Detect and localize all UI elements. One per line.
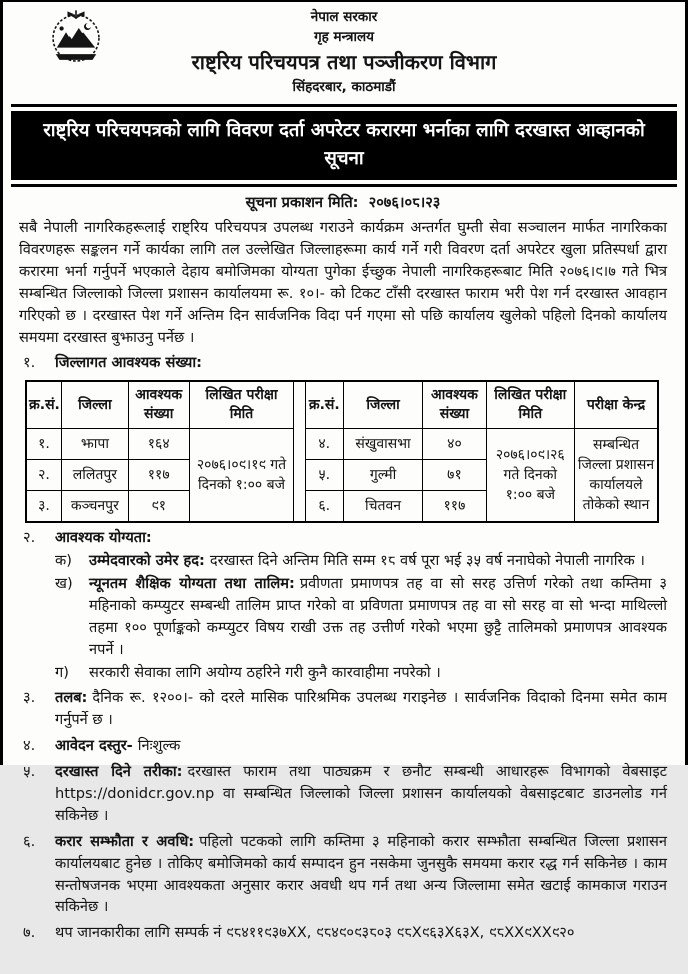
section-salary (19, 687, 667, 731)
item-letter: ग) (55, 663, 69, 681)
department-name: राष्ट्रिय परिचयपत्र तथा पञ्जीकरण विभाग (191, 49, 497, 74)
sn-cell: ६. (305, 491, 343, 523)
district-requirements-table-wrap (25, 380, 667, 523)
item-label: न्यूनतम शैक्षिक योग्यता तथा तालिम: (89, 574, 295, 592)
exam-date-right-cell: २०७६।०९।२६ गते दिनको १:०० बजे (486, 429, 574, 523)
section-label: आवेदन दस्तुर- (55, 737, 133, 755)
section-number: ५. (23, 763, 36, 781)
table-row (26, 429, 658, 460)
item-text: प्रवीणता प्रमाणपत्र तह वा सो सरह उत्तिर्ण गरेको तथा कम्तिमा ३ महिनाको कम्प्युटर सम्बन्धी तालिम प्राप्त गरेको वा प्रविणता प्रमाणपत्र तह वा सो सरह वा सो भन्दा माथिल्लो तहमा १०० पूर्णाङ्कको कम्प्युटर विषय राखी उक्त तह उत्तीर्ण गरेको भएमा छुट्टै तालिमको प्रमाणपत्र आवश्यक नपर्ने । (89, 574, 668, 658)
district-cell: चितवन (343, 491, 423, 523)
publication-date-line (19, 192, 667, 214)
qualification-item-education (55, 573, 667, 661)
sn-cell: २. (26, 460, 61, 491)
section-label: तलब: (55, 689, 88, 707)
col-exam-center: परीक्षा केन्द्र (575, 381, 658, 428)
section-label: आवश्यक योग्यता: (55, 529, 152, 547)
col-exam-date-left: लिखित परीक्षा मिति (189, 381, 294, 428)
section-number: ४. (23, 737, 36, 755)
count-cell: ९१ (128, 491, 189, 523)
district-cell: संखुवासभा (343, 429, 423, 460)
item-letter: ख) (55, 574, 73, 592)
exam-center-cell: सम्बन्धित जिल्ला प्रशासन कार्यालयले तोकेको स्थान (575, 429, 658, 523)
section-label: करार सम्झौता र अवधि: (55, 832, 195, 850)
col-district-right: जिल्ला (343, 381, 423, 428)
sn-cell: ५. (305, 460, 343, 491)
district-cell: गुल्मी (343, 460, 423, 491)
exam-date-left-cell: २०७६।०९।१९ गते दिनको १:०० बजे (189, 429, 294, 523)
qualification-item-conduct (55, 662, 667, 684)
section-application-method (19, 761, 667, 827)
district-cell: ललितपुर (61, 460, 128, 491)
section-contact-info (19, 922, 667, 944)
section-text: पहिलो पटकको लागि कम्तिमा ३ महिनाको करार सम्झौता सम्बन्धित जिल्ला प्रशासन कार्यालयबाट हुनेछ । तोकिए बमोजिमको कार्य सम्पादन हुन नसकेमा जुनसुकै समयमा करार रद्ध गर्न सकिनेछ । काम सन्तोषजनक भएमा आवश्यकता अनुसार करार अवधी थप गर्न तथा अन्य जिल्लामा समेत खटाई कामकाज गराउन सकिनेछ । (55, 832, 667, 916)
count-cell: ११७ (128, 460, 189, 491)
item-text: सरकारी सेवाका लागि अयोग्य ठहरिने गरी कुनै कारवाहीमा नपरेको । (89, 663, 441, 681)
government-name: नेपाल सरकार (310, 9, 378, 25)
col-district-left: जिल्ला (61, 381, 128, 428)
section-number: ६. (23, 832, 36, 850)
count-cell: ७१ (423, 460, 486, 491)
notice-title-banner: राष्ट्रिय परिचयपत्रको लागि विवरण दर्ता अपरेटर करारमा भर्नाका लागि दरखास्त आव्हानको सूचना (11, 111, 677, 181)
section-number: ३. (23, 689, 36, 707)
section-label: जिल्लागत आवश्यक संख्या: (55, 354, 202, 372)
publication-date-label: सूचना प्रकाशन मिति: (245, 194, 359, 212)
district-requirements-table (25, 380, 659, 523)
item-label: उम्मेदवारको उमेर हद: (89, 552, 205, 570)
ministry-name: गृह मन्त्रालय (314, 29, 374, 46)
col-required-left: आवश्यक संख्या (128, 381, 189, 428)
item-letter: क) (55, 552, 72, 570)
section-text: दरखास्त फाराम तथा पाठ्यक्रम र छनौट सम्बन्धी आधारहरू विभागको वेबसाइट https://donidcr.gov.np वा सम्बन्धित जिल्लाको जिल्ला प्रशासन कार्यालयको वेबसाइटबाट डाउनलोड गर्न सकिनेछ । (55, 763, 667, 824)
section-text: निःशुल्क (137, 737, 181, 755)
notice-intro-paragraph: सबै नेपाली नागरिकहरूलाई राष्ट्रिय परिचयपत्र उपलब्ध गराउने कार्यक्रम अन्तर्गत घुम्ती सेवा सञ्चालन मार्फत नागरिकका विवरणहरू सङ्कलन गर्ने कार्यका लागि तल उल्लेखित जिल्लाहरूमा कार्य गर्ने गरी विवरण दर्ता अपरेटर खुला प्रतिस्पर्धा द्वारा करारमा भर्ना गर्नुपर्ने भएकाले देहाय बमोजिमका योग्यता पुगेका ईच्छुक नेपाली नागरिकहरूबाट मिति २०७६।९।७ गते भित्र सम्बन्धित जिल्लाको जिल्ला प्रशासन कार्यालयमा रू. १०।- को टिकट टाँसी दरखास्त फाराम भरी पेश गर्न दरखास्त आवहान गरिएको छ । दरखास्त पेश गर्ने अन्तिम दिन सार्वजनिक विदा पर्न गएमा सो पछि कार्यालय खुलेको पहिलो दिनको कार्यालय समयमा दरखास्त बुझाउनु पर्नेछ । (19, 219, 667, 346)
qualification-item-age (55, 550, 667, 572)
sn-cell: ४. (305, 429, 343, 460)
count-cell: १६४ (128, 429, 189, 460)
section-number: ७. (23, 924, 36, 942)
district-cell: झापा (61, 429, 128, 460)
section-label: दरखास्त दिने तरीका: (55, 763, 183, 781)
section-number: २. (23, 529, 36, 547)
table-header-row (26, 381, 658, 428)
department-address: सिंहदरबार, काठमाडौं (292, 78, 396, 95)
section-qualifications (19, 527, 667, 683)
letterhead (11, 4, 677, 107)
table-gap-column (294, 381, 305, 522)
section-district-requirements (19, 352, 667, 374)
sn-cell: ३. (26, 491, 61, 523)
publication-date-value: २०७६।०८।२३ (368, 194, 441, 212)
section-number: १. (23, 354, 36, 372)
col-sn-right: क्र.सं. (305, 381, 343, 428)
section-application-fee (19, 735, 667, 757)
section-contract-terms (19, 831, 667, 919)
item-text: दरखास्त दिने अन्तिम मिति सम्म १८ वर्ष पूरा भई ३५ वर्ष ननाघेको नेपाली नागरिक । (209, 552, 645, 570)
notice-body (11, 184, 677, 974)
col-required-right: आवश्यक संख्या (423, 381, 486, 428)
count-cell: ४० (423, 429, 486, 460)
district-cell: कञ्चनपुर (61, 491, 128, 523)
section-text: दैनिक रू. १२००।- को दरले मासिक पारिश्रमिक उपलब्ध गराइनेछ । सार्वजनिक विदाको दिनमा समेत काम गर्नुपर्ने छ । (55, 689, 667, 729)
nepal-government-emblem-icon (43, 5, 109, 69)
col-sn-left: क्र.सं. (26, 381, 61, 428)
count-cell: ११७ (423, 491, 486, 523)
col-exam-date-right: लिखित परीक्षा मिति (486, 381, 574, 428)
sn-cell: १. (26, 429, 61, 460)
section-text: थप जानकारीका लागि सम्पर्क नं ९८४११९३७XX, ९८४९०९३८०३ ९८X९६३X६३X, ९८XX९XX९२० (55, 924, 575, 942)
